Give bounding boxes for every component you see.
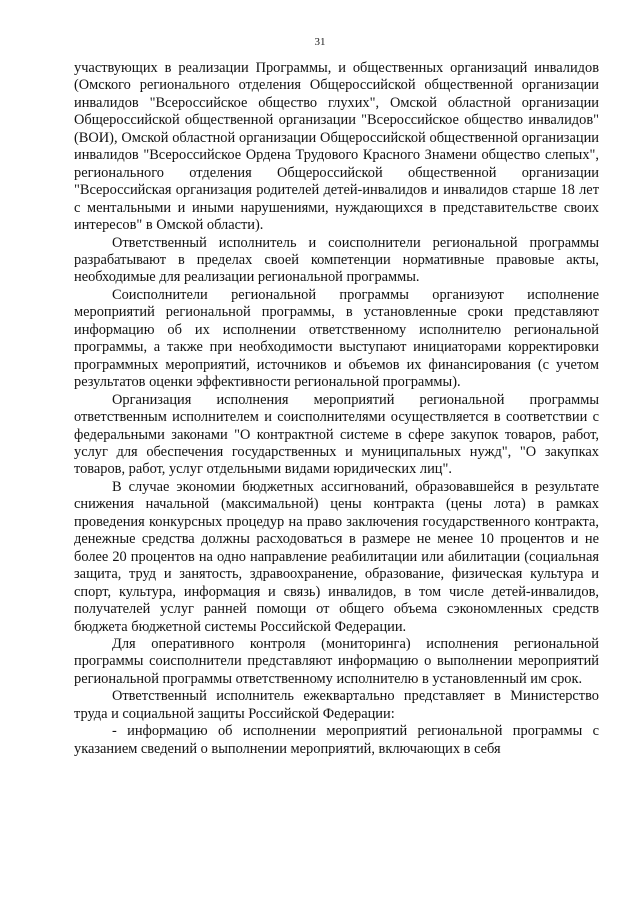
paragraph: Организация исполнения мероприятий региональной программы ответственным исполнителем и соисполнителями осуществляется в соответствии с федеральными законами "О контрактной системе в сфере закупок товаров, работ, услуг для обеспечения государственных и муниципальных нужд", "О закупках товаров, работ, услуг отдельными видами юридических лиц". — [74, 391, 599, 478]
paragraph-continued: - информацию об исполнении мероприятий региональной программы с указанием сведений о выполнении мероприятий, включающих в себя — [74, 723, 599, 757]
page-number: 31 — [314, 36, 326, 48]
paragraph: Соисполнители региональной программы организуют исполнение мероприятий региональной программы, в установленные сроки представляют информацию об их исполнении ответственному исполнителю региональной программы, а также при необходимости выступают инициаторами корректировки программных мероприятий, источников и объемов их финансирования (с учетом результатов оценки эффективности региональной программы). — [74, 286, 599, 391]
paragraph: Ответственный исполнитель ежеквартально представляет в Министерство труда и социальной защиты Российской Федерации: — [74, 688, 599, 722]
paragraph: участвующих в реализации Программы, и общественных организаций инвалидов (Омского регионального отделения Общероссийской общественной организации инвалидов "Всероссийское общество глухих", Омской областной организации Общероссийской общественной организации "Всероссийское общество инвалидов" (ВОИ), Омской областной организации Общероссийской общественной организации инвалидов "Всероссийское Ордена Трудового Красного Знамени общество слепых", регионального отделения Общероссийской общественной организации "Всероссийская организация родителей детей-инвалидов и инвалидов старше 18 лет с ментальными и иными нарушениями, нуждающихся в представительстве своих интересов" в Омской области). — [74, 60, 599, 234]
document-body — [74, 60, 599, 758]
paragraph: Ответственный исполнитель и соисполнители региональной программы разрабатывают в пределах своей компетенции нормативные правовые акты, необходимые для реализации региональной программы. — [74, 234, 599, 286]
paragraph: Для оперативного контроля (мониторинга) исполнения региональной программы соисполнители представляют информацию о выполнении мероприятий региональной программы ответственному исполнителю в установленный им срок. — [74, 635, 599, 687]
paragraph: В случае экономии бюджетных ассигнований, образовавшейся в результате снижения начальной (максимальной) цены контракта (цены лота) в рамках проведения конкурсных процедур на право заключения государственного контракта, денежные средства должны расходоваться в размере не менее 10 процентов и не более 20 процентов на одно направление реабилитации или абилитации (социальная защита, труд и занятость, здравоохранение, образование, физическая культура и спорт, культура, информация и связь) инвалидов, в том числе детей-инвалидов, получателей услуг ранней помощи от общего объема сэкономленных средств бюджета бюджетной системы Российской Федерации. — [74, 478, 599, 635]
